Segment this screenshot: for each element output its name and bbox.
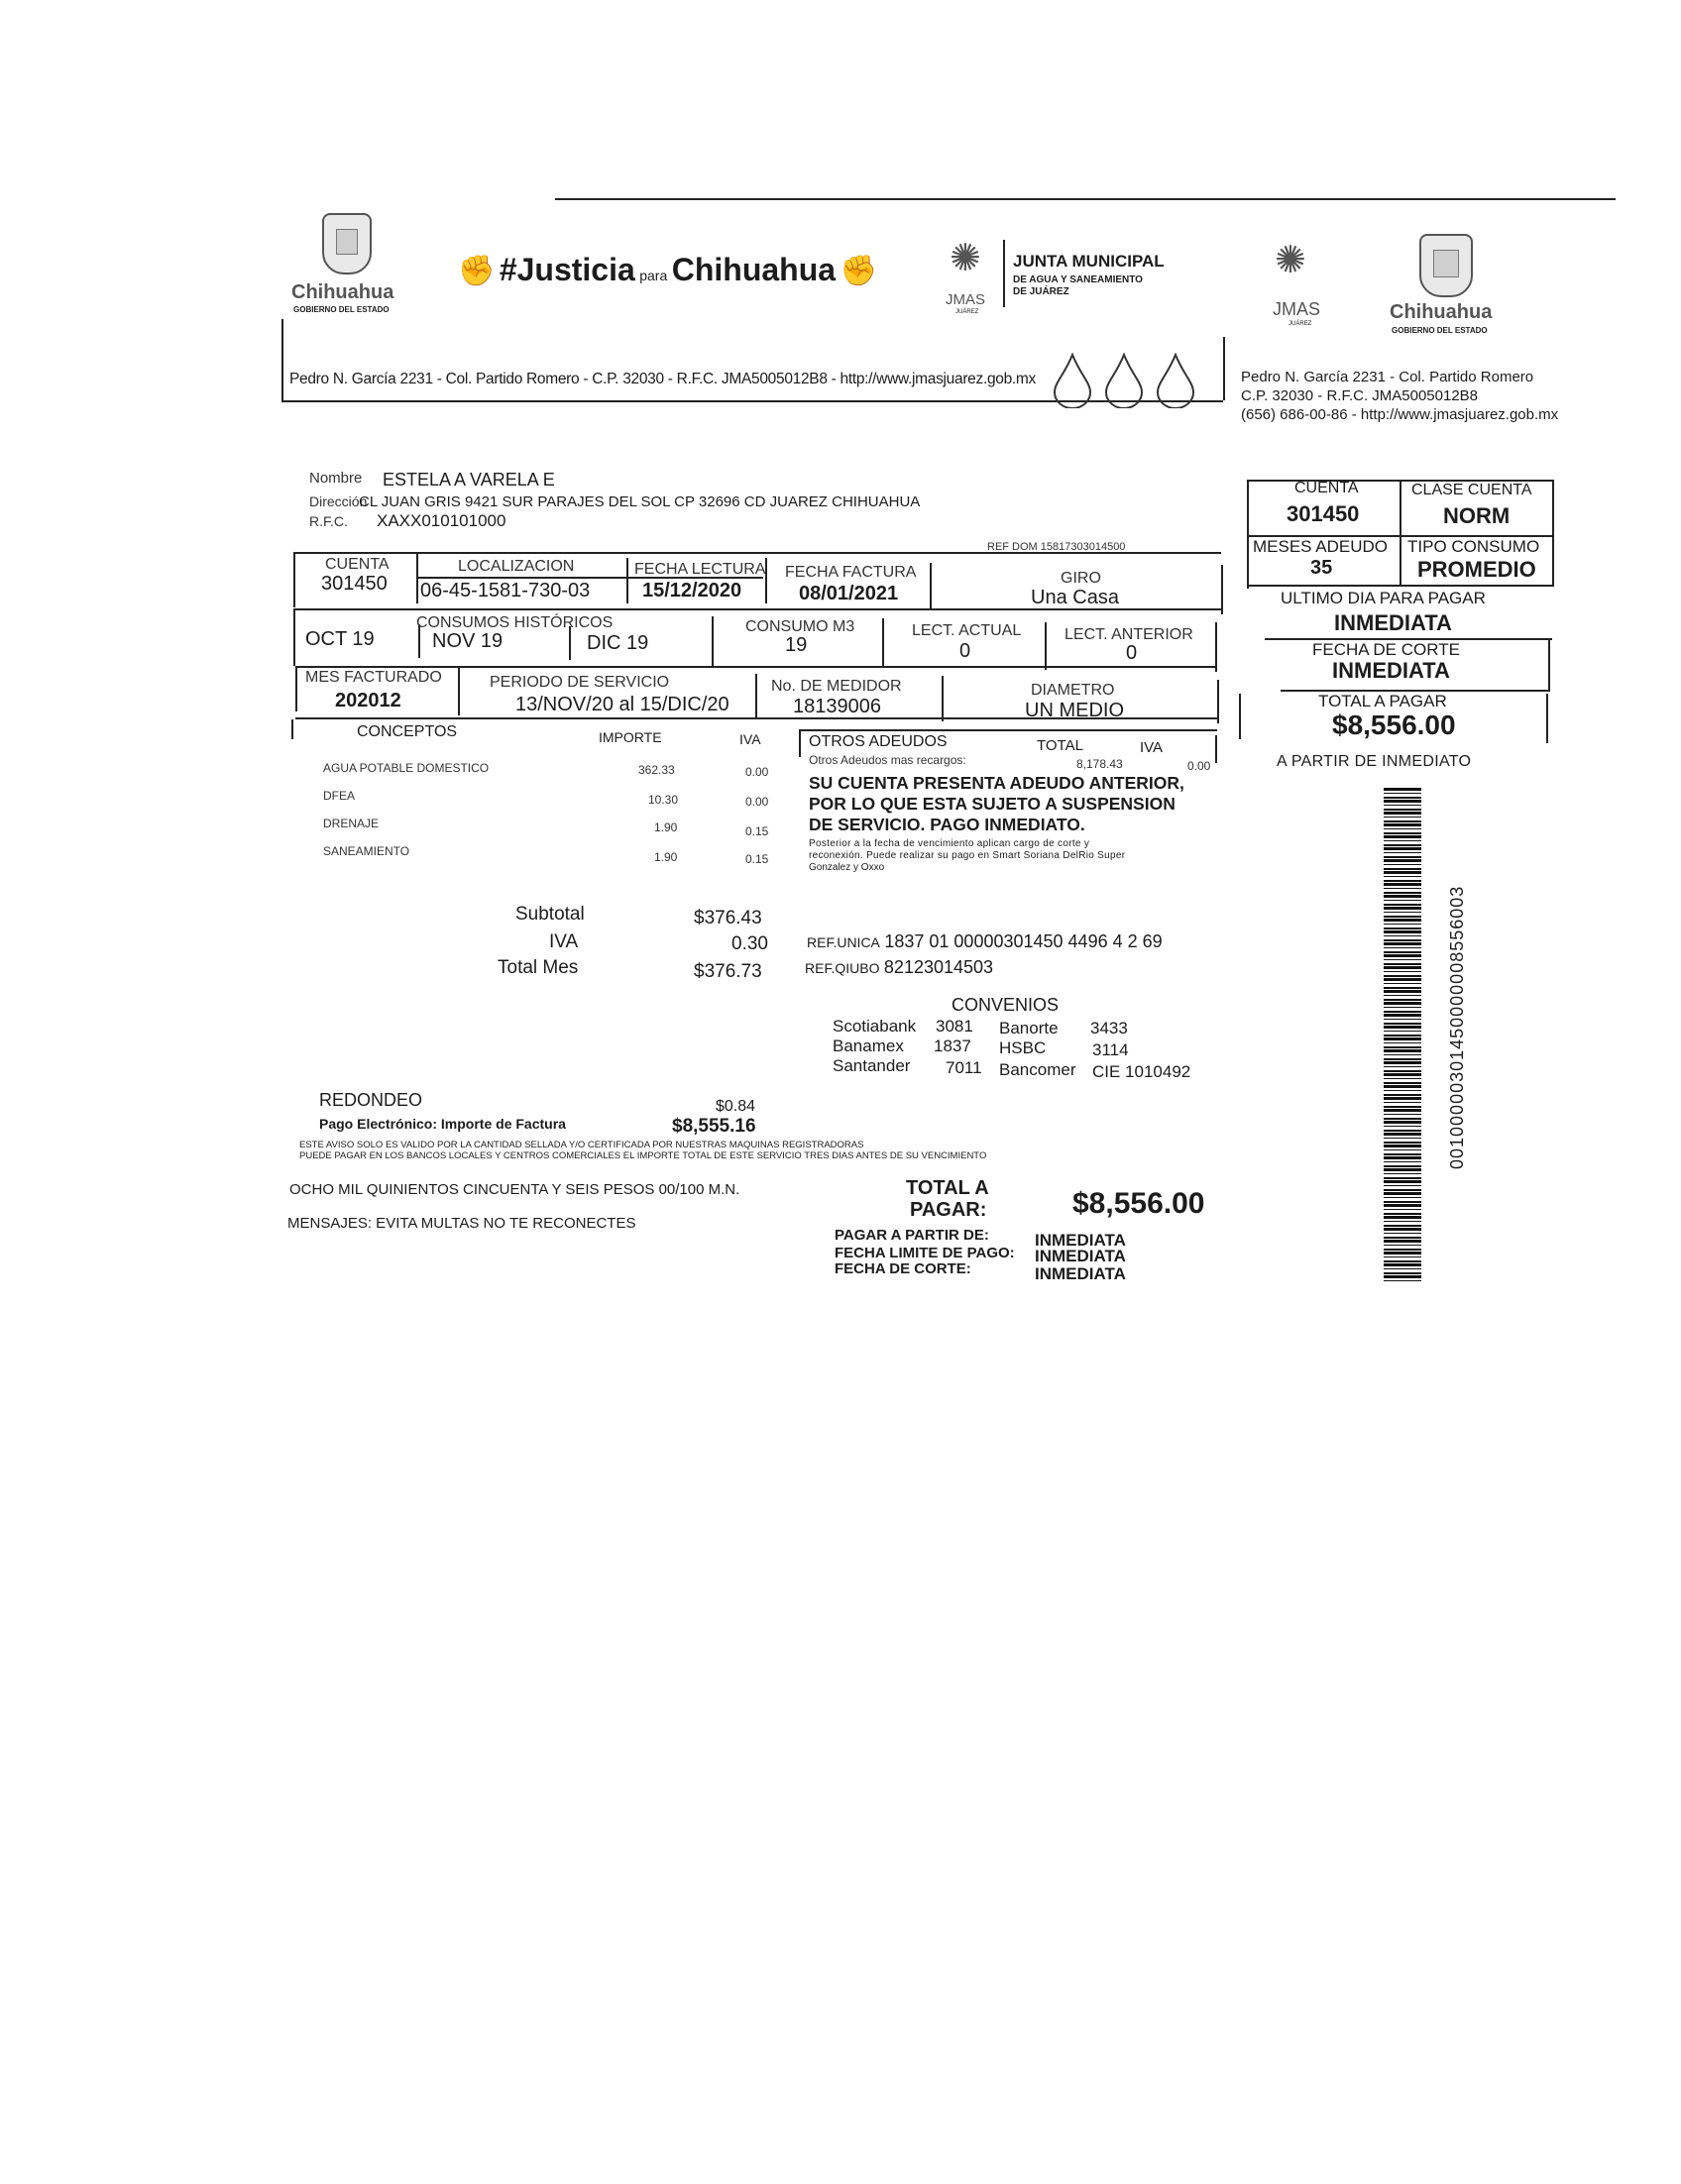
nota-pago-2: reconexión. Puede realizar su pago en Smart Soriana DelRio Super <box>809 850 1126 861</box>
jmas-right-text: JMAS <box>1273 299 1321 319</box>
banco-2: Banorte <box>999 1019 1059 1037</box>
subtotal-label: Subtotal <box>515 904 585 925</box>
header-divider <box>1003 240 1005 307</box>
banco-1: Scotiabank <box>833 1017 917 1036</box>
banco-4: HSBC <box>999 1038 1047 1057</box>
fecha-limite-value: INMEDIATA <box>1035 1247 1126 1265</box>
concepto-iva: 0.15 <box>745 852 769 866</box>
jmas-logo-icon: ✺ <box>950 238 981 279</box>
cuenta-label: CUENTA <box>325 556 390 573</box>
pagar-partir-value: INMEDIATA <box>1035 1231 1126 1250</box>
conceptos-left <box>291 719 293 739</box>
gov-seal-left-icon <box>322 213 372 274</box>
concepto-name: DRENAJE <box>323 817 380 830</box>
consumo-value: 19 <box>785 634 808 656</box>
total-pagar-label-2: PAGAR: <box>910 1199 987 1221</box>
side-left-2 <box>1247 535 1249 589</box>
redondeo-label: REDONDEO <box>319 1090 423 1110</box>
concepto-importe: 10.30 <box>648 793 679 807</box>
pagar-partir-label: PAGAR A PARTIR DE: <box>835 1227 989 1244</box>
lect-anterior-value: 0 <box>1126 642 1138 664</box>
jmas-logo-sub: JUÁREZ <box>955 309 979 315</box>
row2-top <box>293 608 1221 610</box>
mensajes: MENSAJES: EVITA MULTAS NO TE RECONECTES <box>287 1215 636 1232</box>
historico-1: OCT 19 <box>305 628 375 650</box>
mes-facturado-label: MES FACTURADO <box>305 669 442 686</box>
row3-top <box>295 666 1217 668</box>
nombre-label: Nombre <box>309 470 363 487</box>
right-addr1: Pedro N. García 2231 - Col. Partido Romero <box>1241 369 1534 385</box>
junta-sub1: DE AGUA Y SANEAMIENTO <box>1013 274 1143 285</box>
h-otros-iva: IVA <box>1140 739 1164 756</box>
side-right-5 <box>1546 694 1548 743</box>
banco-3: Banamex <box>833 1037 904 1055</box>
localizacion-value: 06-45-1581-730-03 <box>420 580 591 601</box>
fecha-corte-value: INMEDIATA <box>1035 1264 1126 1283</box>
slogan-para: para <box>639 268 668 283</box>
address-box-right <box>1223 337 1225 400</box>
ref-dom: REF DOM 15817303014500 <box>987 541 1126 553</box>
side-corte-value: INMEDIATA <box>1332 658 1450 683</box>
nota-pago-3: Gonzalez y Oxxo <box>809 862 885 873</box>
historico-2: NOV 19 <box>432 630 504 652</box>
banco-5: Santander <box>833 1056 911 1075</box>
concepto-name: SANEAMIENTO <box>323 844 410 858</box>
nota-pago-1: Posterior a la fecha de vencimiento aplican cargo de corte y <box>809 838 1090 849</box>
iva-total-value: 0.30 <box>731 933 768 954</box>
row3-left <box>295 666 297 711</box>
row1-left <box>293 552 295 607</box>
row2-sep3 <box>712 616 714 666</box>
fist-icon: ✊ <box>458 255 496 287</box>
fecha-factura-label: FECHA FACTURA <box>785 564 917 581</box>
concepto-name: DFEA <box>323 789 356 803</box>
ref-qiubo-value: 82123014503 <box>883 957 994 977</box>
periodo-label: PERIODO DE SERVICIO <box>490 674 670 691</box>
row2-left <box>293 608 295 666</box>
concepto-importe: 362.33 <box>638 763 675 777</box>
banco-5-num: 7011 <box>946 1058 982 1077</box>
lect-actual-label: LECT. ACTUAL <box>912 622 1022 639</box>
fecha-factura-value: 08/01/2021 <box>799 583 899 604</box>
h-otros-total: TOTAL <box>1037 737 1083 754</box>
water-drop-icon <box>1156 353 1195 408</box>
row2-sep5 <box>1045 622 1047 670</box>
medidor-label: No. DE MEDIDOR <box>771 678 902 695</box>
gov-seal-right-icon <box>1419 234 1473 297</box>
junta-sub2: DE JUÁREZ <box>1013 286 1069 297</box>
barcode <box>1384 788 1421 1283</box>
row3-sep1 <box>458 666 460 715</box>
historico-3: DIC 19 <box>587 632 649 654</box>
side-right-3 <box>1548 638 1550 690</box>
concepto-name: AGUA POTABLE DOMESTICO <box>323 761 490 775</box>
aviso-legal-a: ESTE AVISO SOLO ES VALIDO POR LA CANTIDAD SELLADA Y/O CERTIFICADA POR NUESTRAS MAQUINAS REGISTRADORAS <box>299 1140 864 1150</box>
side-clase-value: NORM <box>1443 503 1511 528</box>
importe-letra: OCHO MIL QUINIENTOS CINCUENTA Y SEIS PESOS 00/100 M.N. <box>289 1181 740 1198</box>
top-rule <box>555 198 1616 200</box>
side-partir: A PARTIR DE INMEDIATO <box>1277 753 1472 770</box>
otros-left <box>799 729 801 757</box>
concepto-iva: 0.15 <box>745 824 769 838</box>
medidor-value: 18139006 <box>793 696 881 717</box>
aviso-adeudo-3: DE SERVICIO. PAGO INMEDIATO. <box>809 815 1085 834</box>
giro-label: GIRO <box>1061 570 1101 587</box>
side-right-1 <box>1552 480 1554 587</box>
ref-unica <box>807 931 1163 952</box>
fecha-limite-label: FECHA LIMITE DE PAGO: <box>835 1245 1015 1261</box>
concepto-importe: 1.90 <box>654 850 678 864</box>
fecha-corte-label: FECHA DE CORTE: <box>835 1260 971 1277</box>
diametro-value: UN MEDIO <box>1025 700 1124 721</box>
banco-6: Bancomer <box>999 1060 1076 1079</box>
cuenta-value: 301450 <box>321 573 388 595</box>
gov-name-left: Chihuahua <box>291 281 394 303</box>
h-iva: IVA <box>739 731 761 747</box>
row2-sep4 <box>882 618 884 668</box>
concepto-importe: 1.90 <box>654 820 678 834</box>
banco-3-num: 1837 <box>934 1037 971 1055</box>
right-addr2: C.P. 32030 - R.F.C. JMA5005012B8 <box>1241 387 1479 404</box>
aviso-legal-b: PUEDE PAGAR EN LOS BANCOS LOCALES Y CENTROS COMERCIALES EL IMPORTE TOTAL DE ESTE SERVICIO TRES DIAS ANTES DE SU VENCIMIENTO <box>299 1150 987 1161</box>
subtotal-value: $376.43 <box>694 908 762 928</box>
barcode-number: 00100000301450000008556003 <box>1447 885 1467 1169</box>
side-left-1 <box>1247 480 1249 539</box>
gov-name-right: Chihuahua <box>1390 301 1493 323</box>
water-drop-icon <box>1053 353 1092 408</box>
total-mes-value: $376.73 <box>694 961 762 982</box>
row2-right <box>1215 622 1217 672</box>
ref-qiubo <box>805 957 993 978</box>
row3-sep3 <box>942 676 944 721</box>
concepto-iva: 0.00 <box>745 765 769 779</box>
side-ultimo-label: ULTIMO DIA PARA PAGAR <box>1281 589 1486 607</box>
fecha-lectura-label: FECHA LECTURA <box>634 561 766 578</box>
periodo-value: 13/NOV/20 al 15/DIC/20 <box>515 694 729 715</box>
banco-4-num: 3114 <box>1092 1040 1129 1059</box>
pago-elec-label: Pago Electrónico: Importe de Factura <box>319 1116 566 1132</box>
side-total-value: $8,556.00 <box>1332 710 1456 740</box>
row1-sep4 <box>930 563 932 608</box>
otros-top <box>799 729 1217 731</box>
fecha-lectura-value: 15/12/2020 <box>642 580 742 601</box>
side-total-label: TOTAL A PAGAR <box>1318 692 1447 710</box>
banco-6-num: CIE 1010492 <box>1092 1062 1191 1081</box>
row1-sep2 <box>626 558 628 603</box>
side-mid-1 <box>1400 480 1401 587</box>
iva-total-label: IVA <box>549 931 579 952</box>
row3-sep2 <box>755 674 757 719</box>
rfc-label: R.F.C. <box>309 513 348 529</box>
slogan-name: Chihuahua <box>671 252 837 287</box>
side-clase-label: CLASE CUENTA <box>1411 482 1532 498</box>
lect-anterior-label: LECT. ANTERIOR <box>1065 626 1193 643</box>
h-conceptos: CONCEPTOS <box>357 723 458 740</box>
localizacion-label: LOCALIZACION <box>458 558 575 575</box>
banco-2-num: 3433 <box>1090 1019 1128 1037</box>
banco-1-num: 3081 <box>936 1017 973 1036</box>
otros-right <box>1215 735 1217 763</box>
jmas-logo-text: JMAS <box>946 291 986 308</box>
convenios-title: CONVENIOS <box>952 995 1060 1015</box>
diametro-label: DIAMETRO <box>1031 682 1115 699</box>
consumo-label: CONSUMO M3 <box>745 618 855 635</box>
concepto-iva: 0.00 <box>745 795 769 809</box>
fist-icon-right: ✊ <box>840 255 877 287</box>
side-row2-bottom <box>1247 585 1554 587</box>
aviso-adeudo-2: POR LO QUE ESTA SUJETO A SUSPENSION <box>809 794 1176 814</box>
recargos-total: 8,178.43 <box>1076 757 1123 771</box>
side-corte-label: FECHA DE CORTE <box>1312 640 1460 659</box>
side-tipo-label: TIPO CONSUMO <box>1407 537 1540 556</box>
address-box-left <box>281 319 283 400</box>
jmas-right-sub: JUÁREZ <box>1289 321 1312 327</box>
side-meses-value: 35 <box>1310 557 1333 579</box>
address-line: Pedro N. García 2231 - Col. Partido Romero - C.P. 32030 - R.F.C. JMA5005012B8 - http://www.jmasjuarez.gob.mx <box>289 371 1036 387</box>
justicia-slogan <box>458 252 877 288</box>
side-tipo-value: PROMEDIO <box>1417 557 1536 582</box>
junta-title: JUNTA MUNICIPAL <box>1013 252 1165 271</box>
giro-value: Una Casa <box>1031 587 1119 608</box>
nombre-value: ESTELA A VARELA E <box>383 470 555 490</box>
gov-sub-left: GOBIERNO DEL ESTADO <box>293 305 390 314</box>
gov-sub-right: GOBIERNO DEL ESTADO <box>1392 326 1488 335</box>
side-ultimo-value: INMEDIATA <box>1334 610 1452 635</box>
jmas-right-logo-icon: ✺ <box>1275 240 1306 281</box>
ref-unica-label: REF.UNICA <box>807 934 880 950</box>
side-cuenta-value: 301450 <box>1287 501 1360 526</box>
row1-top <box>293 552 1221 554</box>
total-pagar-label-1: TOTAL A <box>906 1177 989 1199</box>
side-meses-label: MESES ADEUDO <box>1253 537 1389 556</box>
side-left-5 <box>1239 694 1241 739</box>
mes-facturado-value: 202012 <box>335 690 401 711</box>
ref-unica-value: 1837 01 00000301450 4496 4 2 69 <box>884 931 1163 951</box>
slogan-hash: #Justicia <box>499 252 635 287</box>
ref-qiubo-label: REF.QIUBO <box>805 960 880 976</box>
recargos-iva: 0.00 <box>1187 759 1211 773</box>
right-addr3: (656) 686-00-86 - http://www.jmasjuarez.gob.mx <box>1241 406 1559 423</box>
side-cuenta-label: CUENTA <box>1294 480 1359 496</box>
rfc-value: XAXX010101000 <box>377 511 506 530</box>
total-pagar-value: $8,556.00 <box>1072 1187 1205 1220</box>
h-otros: OTROS ADEUDOS <box>809 733 948 750</box>
total-mes-label: Total Mes <box>498 957 579 978</box>
historicos-label: CONSUMOS HISTÓRICOS <box>416 614 614 631</box>
h-importe: IMPORTE <box>599 729 662 745</box>
water-drop-icon <box>1104 353 1144 408</box>
direccion-value: CL JUAN GRIS 9421 SUR PARAJES DEL SOL CP 32696 CD JUAREZ CHIHUAHUA <box>359 493 921 510</box>
redondeo-value: $0.84 <box>716 1098 756 1115</box>
lect-actual-value: 0 <box>959 640 971 662</box>
direccion-label: Dirección <box>309 493 368 509</box>
pago-elec-value: $8,555.16 <box>672 1116 756 1137</box>
row1-right <box>1221 565 1223 614</box>
recargos-label: Otros Adeudos mas recargos: <box>809 753 966 767</box>
aviso-adeudo-1: SU CUENTA PRESENTA ADEUDO ANTERIOR, <box>809 773 1184 793</box>
